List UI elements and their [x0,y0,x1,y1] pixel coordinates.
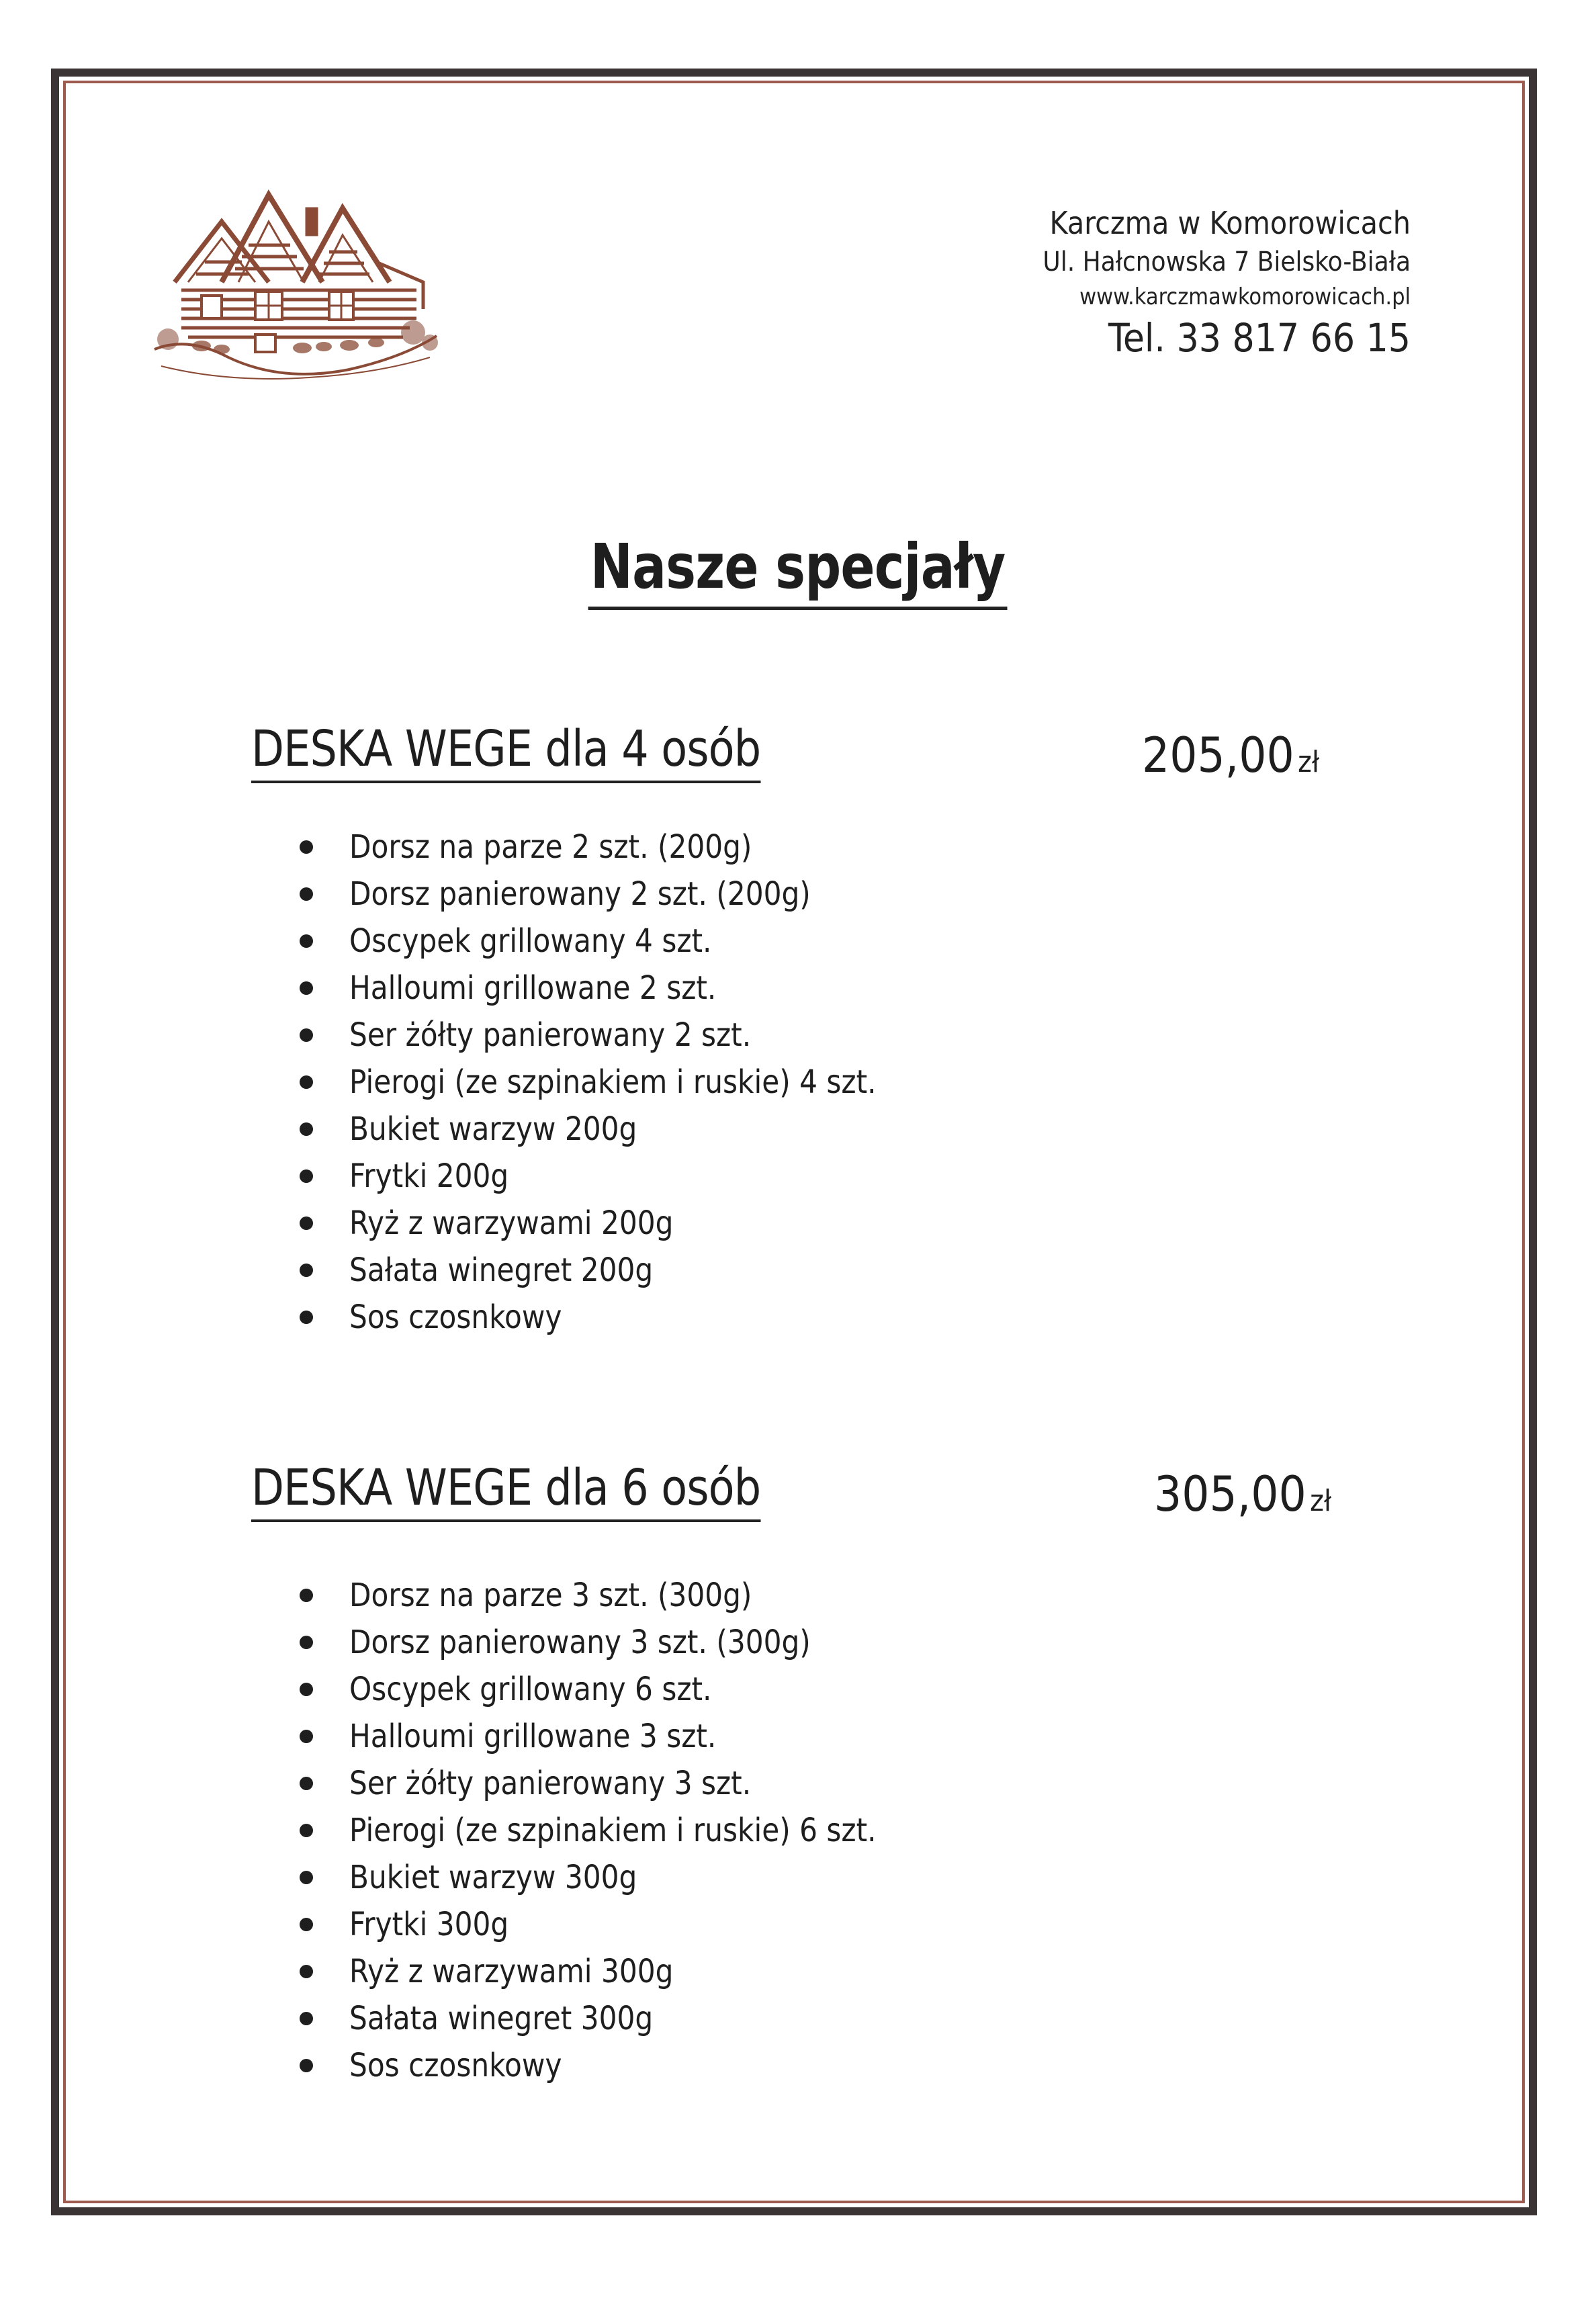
list-item: Ser żółty panierowany 3 szt. [296,1760,948,1807]
bullet-icon [300,1824,313,1837]
list-item: Frytki 200g [296,1153,948,1200]
list-item: Ryż z warzywami 200g [296,1200,948,1247]
bullet-icon [300,1683,313,1696]
list-item: Oscypek grillowany 6 szt. [296,1666,948,1713]
contact-block [1043,206,1411,361]
bullet-icon [300,981,313,995]
list-item: Ser żółty panierowany 2 szt. [296,1012,948,1059]
bullet-icon [300,2059,313,2072]
price-value: 305,00 [1154,1466,1306,1522]
bullet-icon [300,1589,313,1602]
list-item: Pierogi (ze szpinakiem i ruskie) 6 szt. [296,1807,948,1854]
section-price-wege-6 [1154,1466,1331,1522]
restaurant-name: Karczma w Komorowicach [1049,205,1411,241]
bullet-icon [300,1730,313,1743]
list-item: Halloumi grillowane 2 szt. [296,965,948,1012]
wooden-house-illustration [148,181,443,390]
item-list-wege-4 [296,824,948,1341]
bullet-icon [300,1122,313,1136]
bullet-icon [300,1918,313,1931]
list-item: Dorsz na parze 2 szt. (200g) [296,824,948,871]
bullet-icon [300,1169,313,1183]
bullet-icon [300,887,313,901]
list-item: Dorsz na parze 3 szt. (300g) [296,1572,948,1619]
list-item: Bukiet warzyw 200g [296,1106,948,1153]
bullet-icon [300,1028,313,1042]
section-title-wege-6: DESKA WEGE dla 6 osób [251,1459,760,1522]
restaurant-website[interactable]: www.karczmawkomorowicach.pl [1079,283,1411,310]
bullet-icon [300,1311,313,1324]
bullet-icon [300,1871,313,1884]
list-item: Sałata winegret 200g [296,1247,948,1294]
bullet-icon [300,840,313,854]
list-item: Halloumi grillowane 3 szt. [296,1713,948,1760]
bullet-icon [300,1075,313,1089]
item-list-wege-6 [296,1572,948,2089]
page-title-wrapper [0,531,1596,610]
price-currency: zł [1298,745,1320,779]
list-item: Sałata winegret 300g [296,1995,948,2042]
list-item: Oscypek grillowany 4 szt. [296,918,948,965]
list-item: Bukiet warzyw 300g [296,1854,948,1901]
restaurant-address: Ul. Hałcnowska 7 Bielsko-Biała [1043,246,1411,277]
list-item: Ryż z warzywami 300g [296,1948,948,1995]
list-item: Sos czosnkowy [296,1294,948,1341]
bullet-icon [300,1264,313,1277]
list-item: Frytki 300g [296,1901,948,1948]
list-item: Sos czosnkowy [296,2042,948,2089]
list-item: Dorsz panierowany 2 szt. (200g) [296,871,948,918]
bullet-icon [300,1965,313,1978]
bullet-icon [300,1777,313,1790]
bullet-icon [300,934,313,948]
page-title: Nasze specjały [588,531,1008,610]
bullet-icon [300,1636,313,1649]
list-item: Dorsz panierowany 3 szt. (300g) [296,1619,948,1666]
price-currency: zł [1310,1484,1332,1518]
list-item: Pierogi (ze szpinakiem i ruskie) 4 szt. [296,1059,948,1106]
restaurant-phone: Tel. 33 817 66 15 [1108,314,1411,361]
section-price-wege-4 [1142,727,1319,783]
section-title-wege-4: DESKA WEGE dla 4 osób [251,720,760,783]
bullet-icon [300,2012,313,2025]
price-value: 205,00 [1142,727,1294,783]
bullet-icon [300,1217,313,1230]
